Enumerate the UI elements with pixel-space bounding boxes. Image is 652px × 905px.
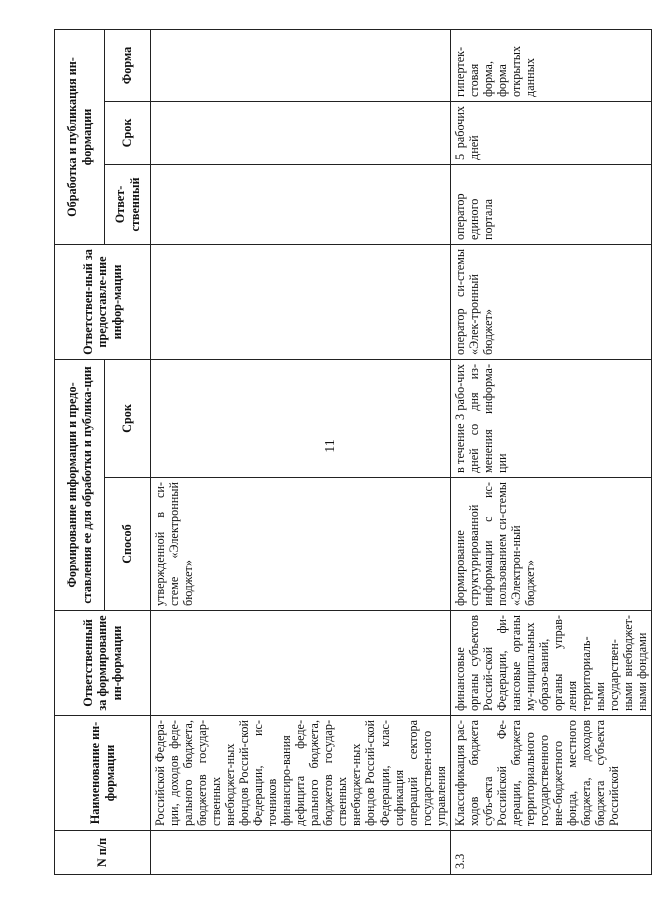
header-method: Способ	[105, 478, 151, 611]
cell-method: утвержденной в си-стеме «Электронный бюджет»	[151, 478, 451, 611]
cell-num: 3.3	[450, 831, 651, 875]
table-row	[151, 29, 451, 874]
cell-responsible-formation: финансовые органы субъектов Россий-ской Федерации, фи-нансовые органы му-ниципальных образо-ваний, органы управ-ления территориаль-ными государствен-ными внебюджет-ными фондами	[450, 611, 651, 716]
cell-responsible-provision: оператор си-стемы «Элек-тронный бюджет»	[450, 244, 651, 359]
cell-term	[151, 359, 451, 477]
header-responsible-formation: Ответственный за формирование ин-формации	[55, 611, 151, 716]
header-responsible-provision: Ответствен-ный за предоставле-ние инфор-мации	[55, 244, 151, 359]
cell-form: гипертек-стовая форма, форма открытых данных	[450, 29, 651, 101]
header-num: N п/п	[55, 831, 151, 875]
cell-processing-term	[151, 101, 451, 164]
header-processing-term: Срок	[105, 101, 151, 164]
header-formation-group: Формирование информации и предо-ставления ее для обработки и публика-ции	[55, 359, 105, 610]
header-responsible-processing: Ответ-ственный	[105, 164, 151, 244]
cell-form	[151, 29, 451, 101]
header-form: Форма	[105, 29, 151, 101]
cell-processing-term: 5 рабочих дней	[450, 101, 651, 164]
information-table	[54, 29, 652, 875]
header-processing-group: Обработка и публикация ин-формации	[55, 29, 105, 244]
page-number: 11	[323, 439, 338, 453]
cell-responsible-formation	[151, 611, 451, 716]
cell-responsible-processing	[151, 164, 451, 244]
cell-responsible-provision	[151, 244, 451, 359]
cell-num	[151, 831, 451, 875]
cell-name: Российской Федера-ции, доходов феде-рального бюджета, бюджетов государ-ственных внебюджет-ных фондов Россий-ской Федерации, ис-точников финансиро-вания дефицита феде-рального бюджета, бюджетов государ-ственных внебюджет-ных фондов Россий-ской Федерации, клас-сификация операций сектора государствен-ного управления	[151, 716, 451, 831]
table-row	[450, 29, 651, 874]
cell-method: формирование структурированной информации с ис-пользованием си-стемы «Электрон-ный бюджет»	[450, 478, 651, 611]
cell-term: в течение 3 рабо-чих дней со дня из-менения информа-ции	[450, 359, 651, 477]
header-term: Срок	[105, 359, 151, 477]
header-name: Наименование ин-формации	[55, 716, 151, 831]
cell-name: Классификация рас-ходов бюджета субъ-екта Российской Фе-дерации, бюджета территориального государственного вне-бюджетного фонда, местного бюджета, доходов бюджета субъекта Российской	[450, 716, 651, 831]
rotated-table-wrapper	[54, 30, 650, 875]
cell-responsible-processing: оператор единого портала	[450, 164, 651, 244]
